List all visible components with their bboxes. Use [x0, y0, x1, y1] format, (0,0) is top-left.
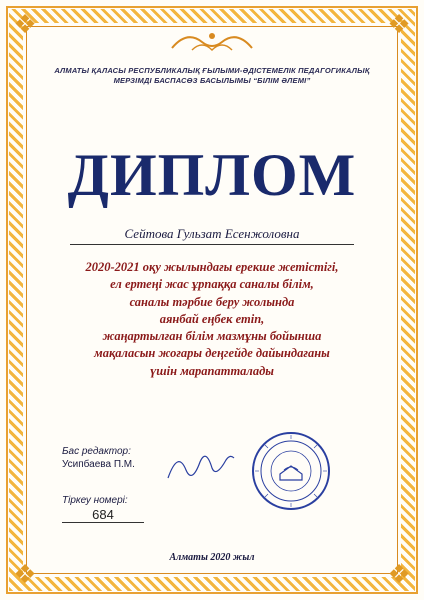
editor-label: Бас редактор:: [62, 446, 131, 457]
recipient-name: Сейтова Гульзат Есенжоловна: [70, 226, 354, 245]
publisher-line: МЕРЗІМДІ БАСПАСӨЗ БАСЫЛЫМЫ “БІЛІМ ӘЛЕМІ”: [113, 76, 311, 85]
official-stamp-icon: [250, 430, 332, 512]
footer-city-year: Алматы 2020 жыл: [169, 552, 255, 563]
award-line: мақаласын жоғары деңгейде дайындағаны: [94, 346, 330, 361]
top-ornament-icon: [162, 26, 262, 56]
award-line: үшін марапатталады: [150, 363, 274, 378]
corner-ornament-icon: ❖: [387, 10, 411, 39]
registration-label: Тіркеу номері:: [62, 495, 128, 506]
corner-ornament-icon: ❖: [13, 10, 37, 39]
corner-ornament-icon: ❖: [13, 560, 37, 589]
editor-name: Усипбаева П.М.: [62, 459, 135, 470]
registration-number: 684: [62, 507, 144, 523]
award-line: саналы тәрбие беру жолында: [129, 294, 295, 309]
diploma-title: ДИПЛОМ: [67, 142, 357, 208]
award-line: ел ертеңі жас ұрпаққа саналы білім,: [110, 277, 314, 292]
corner-ornament-icon: ❖: [387, 560, 411, 589]
publisher-line: АЛМАТЫ ҚАЛАСЫ РЕСПУБЛИКАЛЫҚ ҒЫЛЫМИ-ӘДІСТЕМЕЛІК ПЕДАГОГИКАЛЫҚ: [54, 66, 370, 75]
award-line: 2020-2021 оқу жылындағы ерекше жетістігі,: [85, 260, 339, 274]
award-text: [40, 259, 384, 380]
signature-icon: [160, 440, 240, 490]
award-line: аянбай еңбек етіп,: [159, 311, 265, 326]
award-line: жаңартылған білім мазмұны бойынша: [102, 329, 322, 344]
publisher-header: [30, 66, 394, 86]
